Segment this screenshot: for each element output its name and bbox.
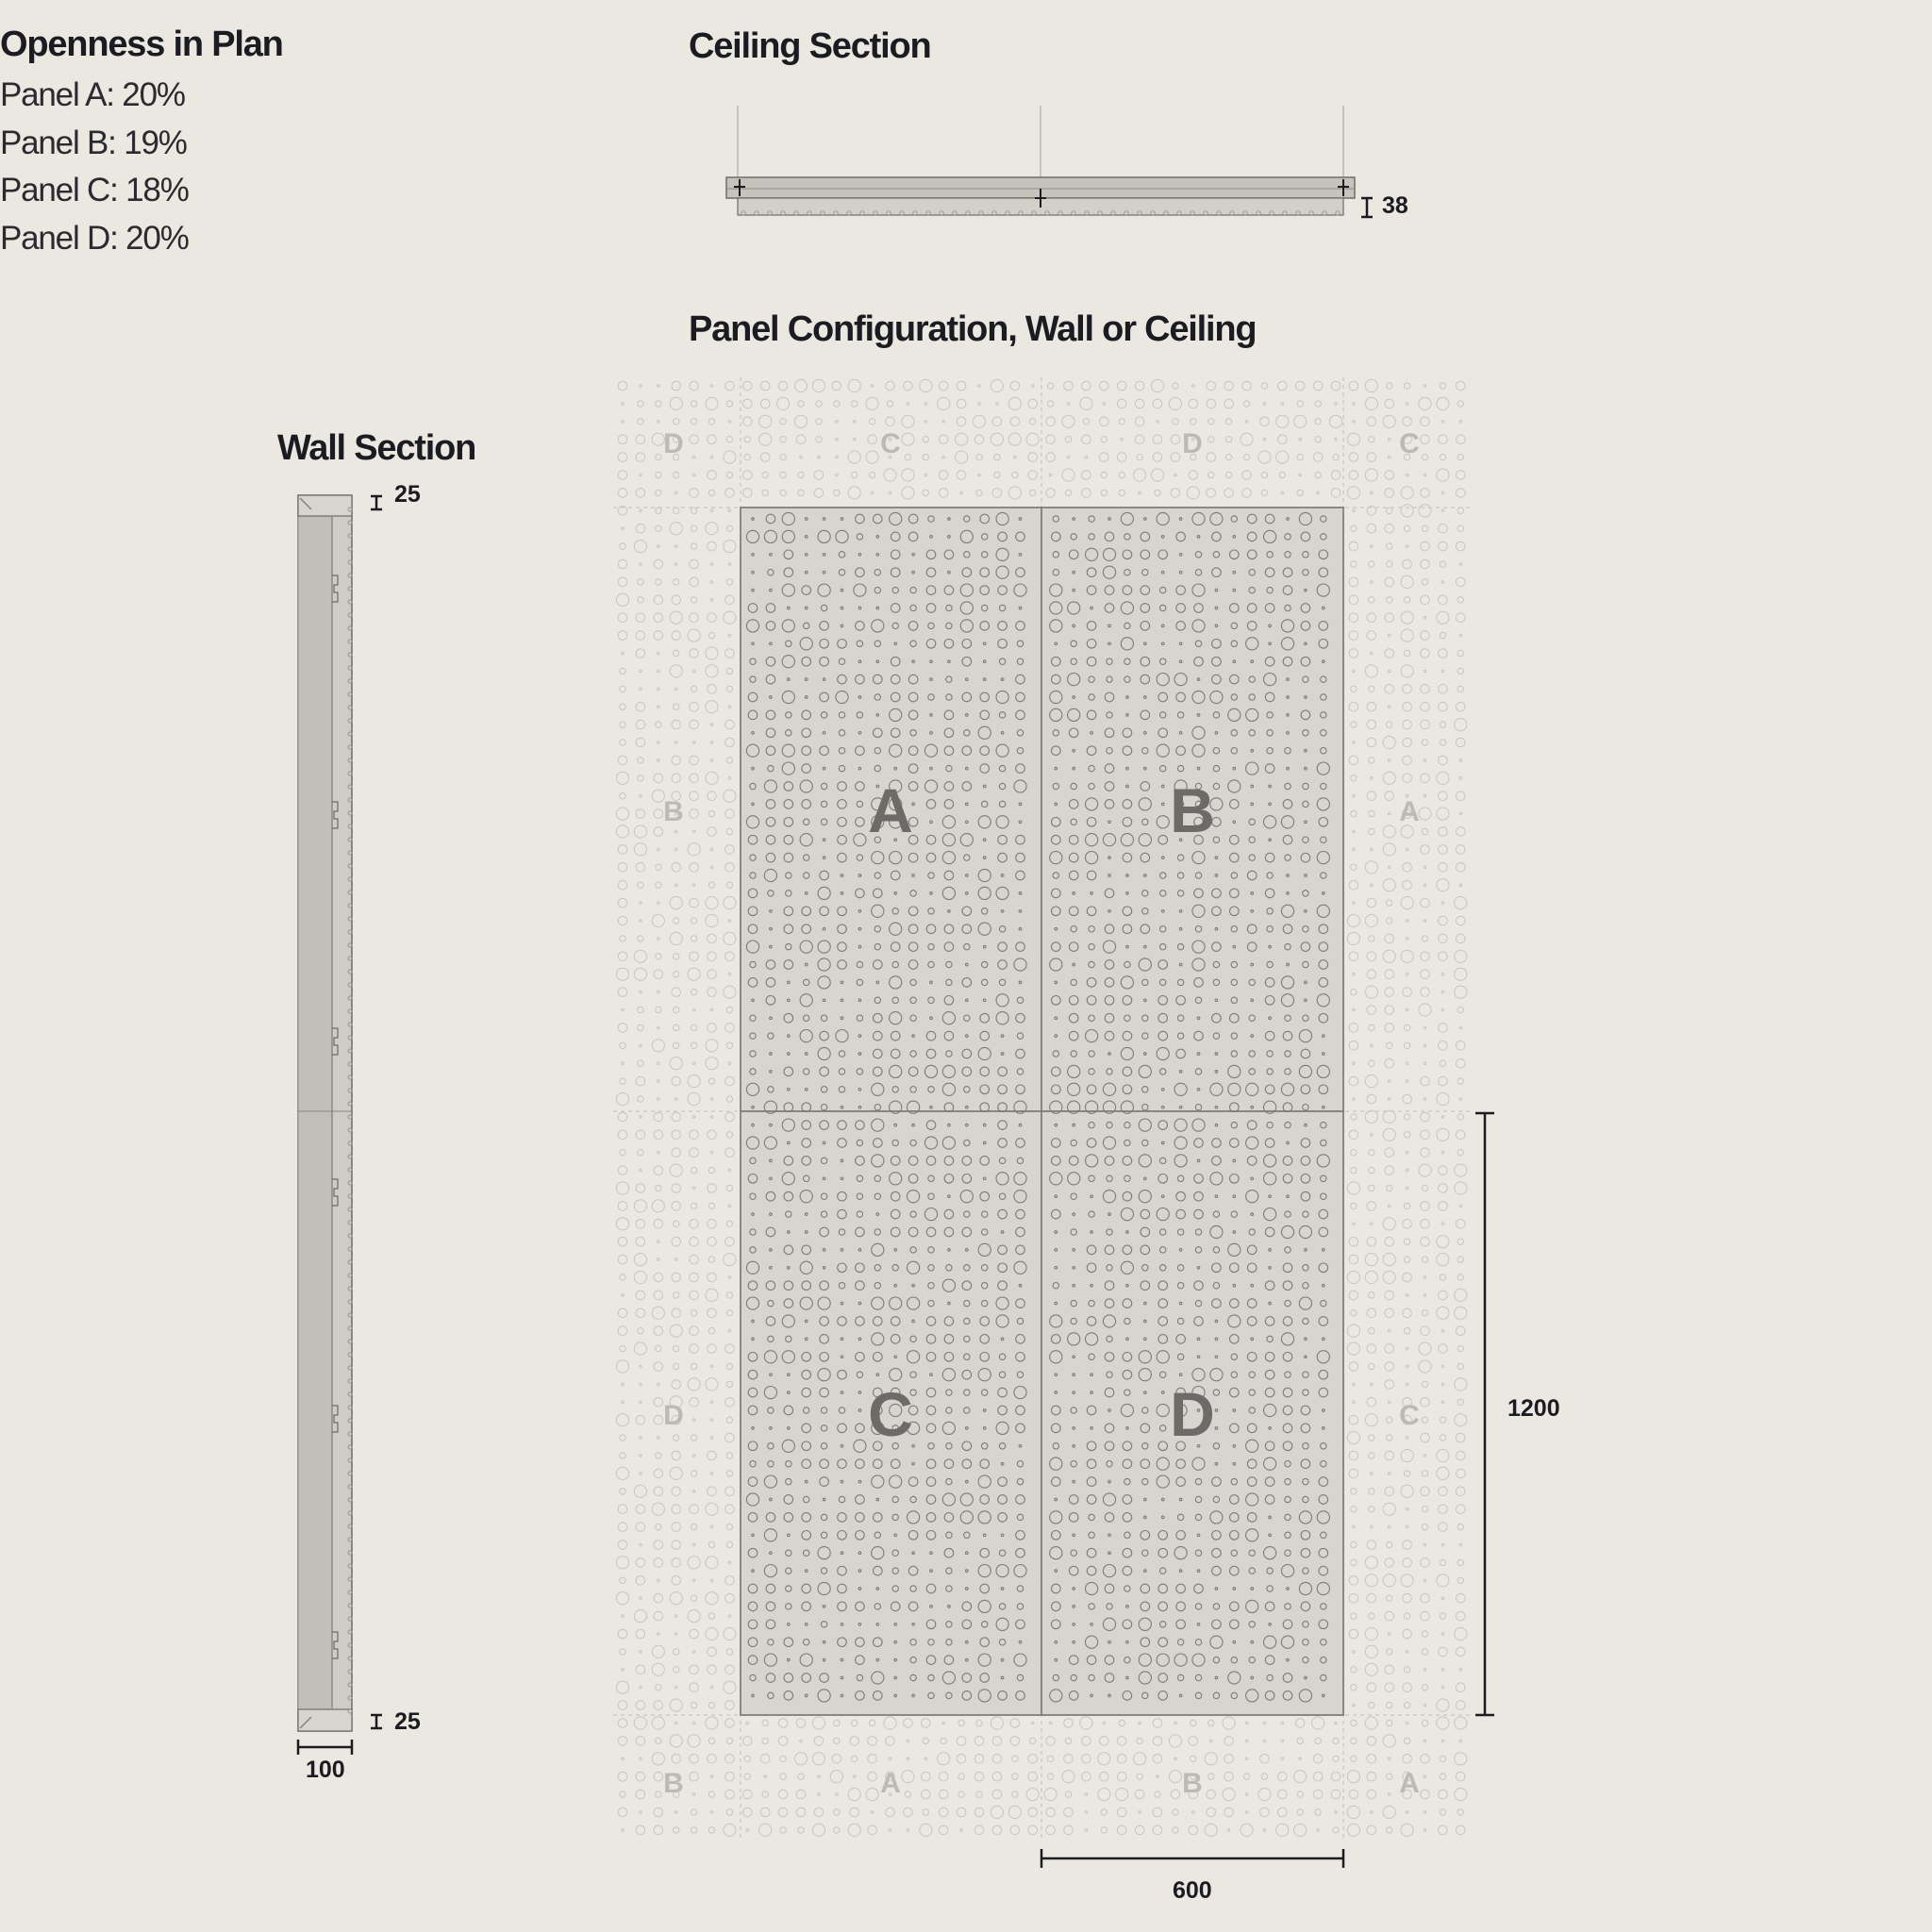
wall-bottom-label: 25 — [394, 1708, 421, 1735]
ghost-panel-letter: A — [1399, 1768, 1420, 1799]
ghost-panel-letter: D — [663, 428, 684, 459]
ghost-panel-letter: A — [880, 1768, 901, 1799]
width-dimension-label: 600 — [1173, 1877, 1212, 1904]
ghost-panel-letter: C — [1399, 428, 1420, 459]
ghost-panel-letter: D — [1182, 428, 1203, 459]
ceiling-section-title: Ceiling Section — [689, 26, 931, 66]
width-dimension — [1041, 1849, 1343, 1868]
ceiling-thickness-label: 38 — [1382, 192, 1408, 219]
wall-section-drawing — [298, 495, 382, 1755]
panel-letter-b: B — [1170, 775, 1215, 845]
openness-item-a: Panel A: 20% — [0, 76, 185, 113]
wall-section-title: Wall Section — [277, 428, 476, 468]
ghost-panel-letter: B — [663, 796, 684, 827]
openness-item-c: Panel C: 18% — [0, 172, 189, 208]
panel-letter-d: D — [1170, 1379, 1215, 1449]
ceiling-section-drawing — [726, 106, 1373, 217]
panel-configuration-title: Panel Configuration, Wall or Ceiling — [689, 309, 1257, 349]
openness-title: Openness in Plan — [0, 25, 283, 64]
ghost-panel-letter: B — [663, 1768, 684, 1799]
height-dimension — [1475, 1113, 1494, 1715]
wall-top-label: 25 — [394, 481, 421, 508]
panel-letter-c: C — [868, 1379, 913, 1449]
height-dimension-label: 1200 — [1507, 1395, 1560, 1422]
openness-item-b: Panel B: 19% — [0, 124, 187, 161]
panel-letter-a: A — [868, 775, 913, 845]
ghost-panel-letter: D — [663, 1400, 684, 1431]
openness-item-d: Panel D: 20% — [0, 219, 189, 257]
ghost-panel-letter: C — [1399, 1400, 1420, 1431]
wall-width-label: 100 — [306, 1757, 345, 1783]
ghost-panel-letter: C — [880, 428, 901, 459]
ghost-panel-letter: B — [1182, 1768, 1203, 1799]
ghost-panel-letter: A — [1399, 796, 1420, 827]
